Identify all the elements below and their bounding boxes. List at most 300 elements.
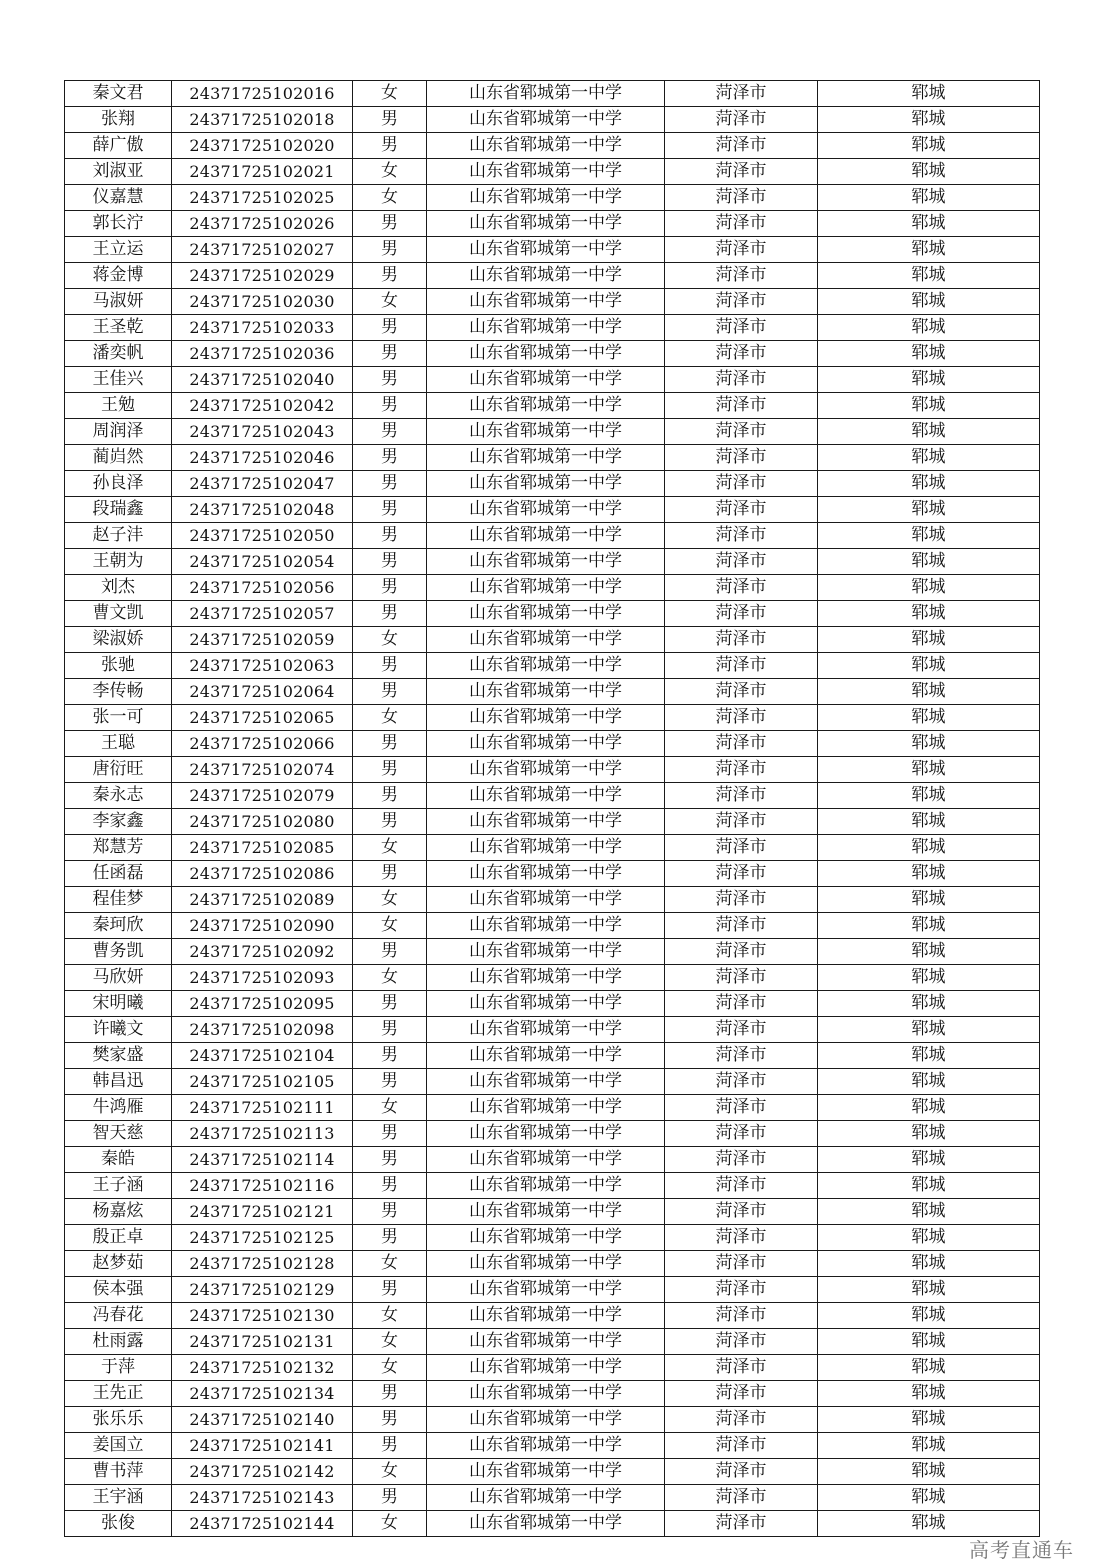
name-cell: 王聪 bbox=[65, 731, 172, 757]
county-cell: 郓城 bbox=[818, 1225, 1040, 1251]
name-cell: 蔺岿然 bbox=[65, 445, 172, 471]
exam-id-cell: 24371725102040 bbox=[172, 367, 353, 393]
school-cell: 山东省郓城第一中学 bbox=[427, 1433, 665, 1459]
exam-id-cell: 24371725102144 bbox=[172, 1511, 353, 1537]
gender-cell: 男 bbox=[353, 653, 427, 679]
exam-id-cell: 24371725102042 bbox=[172, 393, 353, 419]
school-cell: 山东省郓城第一中学 bbox=[427, 1199, 665, 1225]
city-cell: 菏泽市 bbox=[665, 419, 818, 445]
school-cell: 山东省郓城第一中学 bbox=[427, 627, 665, 653]
county-cell: 郓城 bbox=[818, 549, 1040, 575]
exam-id-cell: 24371725102131 bbox=[172, 1329, 353, 1355]
school-cell: 山东省郓城第一中学 bbox=[427, 809, 665, 835]
county-cell: 郓城 bbox=[818, 445, 1040, 471]
county-cell: 郓城 bbox=[818, 523, 1040, 549]
city-cell: 菏泽市 bbox=[665, 1095, 818, 1121]
gender-cell: 男 bbox=[353, 1199, 427, 1225]
gender-cell: 男 bbox=[353, 1147, 427, 1173]
city-cell: 菏泽市 bbox=[665, 1511, 818, 1537]
school-cell: 山东省郓城第一中学 bbox=[427, 1121, 665, 1147]
school-cell: 山东省郓城第一中学 bbox=[427, 757, 665, 783]
name-cell: 刘淑亚 bbox=[65, 159, 172, 185]
name-cell: 许曦文 bbox=[65, 1017, 172, 1043]
gender-cell: 男 bbox=[353, 393, 427, 419]
gender-cell: 男 bbox=[353, 1277, 427, 1303]
gender-cell: 女 bbox=[353, 1329, 427, 1355]
table-row bbox=[65, 861, 1040, 887]
exam-id-cell: 24371725102029 bbox=[172, 263, 353, 289]
county-cell: 郓城 bbox=[818, 1329, 1040, 1355]
exam-id-cell: 24371725102090 bbox=[172, 913, 353, 939]
school-cell: 山东省郓城第一中学 bbox=[427, 445, 665, 471]
gender-cell: 男 bbox=[353, 445, 427, 471]
county-cell: 郓城 bbox=[818, 419, 1040, 445]
city-cell: 菏泽市 bbox=[665, 211, 818, 237]
exam-id-cell: 24371725102130 bbox=[172, 1303, 353, 1329]
city-cell: 菏泽市 bbox=[665, 237, 818, 263]
county-cell: 郓城 bbox=[818, 913, 1040, 939]
name-cell: 姜国立 bbox=[65, 1433, 172, 1459]
name-cell: 于萍 bbox=[65, 1355, 172, 1381]
gender-cell: 男 bbox=[353, 575, 427, 601]
exam-id-cell: 24371725102018 bbox=[172, 107, 353, 133]
county-cell: 郓城 bbox=[818, 185, 1040, 211]
watermark: 高考直通车 bbox=[969, 1538, 1074, 1562]
name-cell: 程佳梦 bbox=[65, 887, 172, 913]
city-cell: 菏泽市 bbox=[665, 185, 818, 211]
table-row bbox=[65, 1121, 1040, 1147]
name-cell: 曹文凯 bbox=[65, 601, 172, 627]
city-cell: 菏泽市 bbox=[665, 107, 818, 133]
exam-id-cell: 24371725102065 bbox=[172, 705, 353, 731]
county-cell: 郓城 bbox=[818, 757, 1040, 783]
table-row bbox=[65, 341, 1040, 367]
name-cell: 张翔 bbox=[65, 107, 172, 133]
table-row bbox=[65, 81, 1040, 107]
gender-cell: 男 bbox=[353, 523, 427, 549]
name-cell: 樊家盛 bbox=[65, 1043, 172, 1069]
name-cell: 侯本强 bbox=[65, 1277, 172, 1303]
gender-cell: 男 bbox=[353, 315, 427, 341]
gender-cell: 男 bbox=[353, 367, 427, 393]
school-cell: 山东省郓城第一中学 bbox=[427, 185, 665, 211]
table-row bbox=[65, 471, 1040, 497]
exam-id-cell: 24371725102141 bbox=[172, 1433, 353, 1459]
exam-id-cell: 24371725102111 bbox=[172, 1095, 353, 1121]
city-cell: 菏泽市 bbox=[665, 1381, 818, 1407]
county-cell: 郓城 bbox=[818, 1277, 1040, 1303]
exam-id-cell: 24371725102059 bbox=[172, 627, 353, 653]
city-cell: 菏泽市 bbox=[665, 1303, 818, 1329]
name-cell: 蒋金博 bbox=[65, 263, 172, 289]
name-cell: 仪嘉慧 bbox=[65, 185, 172, 211]
school-cell: 山东省郓城第一中学 bbox=[427, 1095, 665, 1121]
table-row bbox=[65, 1173, 1040, 1199]
city-cell: 菏泽市 bbox=[665, 757, 818, 783]
school-cell: 山东省郓城第一中学 bbox=[427, 653, 665, 679]
name-cell: 智天慈 bbox=[65, 1121, 172, 1147]
exam-id-cell: 24371725102142 bbox=[172, 1459, 353, 1485]
school-cell: 山东省郓城第一中学 bbox=[427, 705, 665, 731]
table-row bbox=[65, 913, 1040, 939]
school-cell: 山东省郓城第一中学 bbox=[427, 1147, 665, 1173]
county-cell: 郓城 bbox=[818, 783, 1040, 809]
county-cell: 郓城 bbox=[818, 1069, 1040, 1095]
school-cell: 山东省郓城第一中学 bbox=[427, 549, 665, 575]
name-cell: 郑慧芳 bbox=[65, 835, 172, 861]
city-cell: 菏泽市 bbox=[665, 315, 818, 341]
exam-id-cell: 24371725102016 bbox=[172, 81, 353, 107]
table-row bbox=[65, 1381, 1040, 1407]
name-cell: 宋明曦 bbox=[65, 991, 172, 1017]
county-cell: 郓城 bbox=[818, 1355, 1040, 1381]
table-row bbox=[65, 653, 1040, 679]
table-row bbox=[65, 757, 1040, 783]
name-cell: 薛广傲 bbox=[65, 133, 172, 159]
name-cell: 赵子沣 bbox=[65, 523, 172, 549]
name-cell: 马欣妍 bbox=[65, 965, 172, 991]
exam-id-cell: 24371725102050 bbox=[172, 523, 353, 549]
gender-cell: 男 bbox=[353, 1225, 427, 1251]
exam-id-cell: 24371725102092 bbox=[172, 939, 353, 965]
school-cell: 山东省郓城第一中学 bbox=[427, 965, 665, 991]
school-cell: 山东省郓城第一中学 bbox=[427, 1277, 665, 1303]
school-cell: 山东省郓城第一中学 bbox=[427, 1225, 665, 1251]
gender-cell: 男 bbox=[353, 1017, 427, 1043]
county-cell: 郓城 bbox=[818, 1485, 1040, 1511]
table-row bbox=[65, 159, 1040, 185]
name-cell: 周润泽 bbox=[65, 419, 172, 445]
name-cell: 牛鸿雁 bbox=[65, 1095, 172, 1121]
county-cell: 郓城 bbox=[818, 1199, 1040, 1225]
gender-cell: 男 bbox=[353, 861, 427, 887]
exam-id-cell: 24371725102020 bbox=[172, 133, 353, 159]
student-list-table bbox=[64, 80, 1040, 1537]
name-cell: 李家鑫 bbox=[65, 809, 172, 835]
table-row bbox=[65, 133, 1040, 159]
school-cell: 山东省郓城第一中学 bbox=[427, 835, 665, 861]
city-cell: 菏泽市 bbox=[665, 1459, 818, 1485]
school-cell: 山东省郓城第一中学 bbox=[427, 861, 665, 887]
county-cell: 郓城 bbox=[818, 107, 1040, 133]
name-cell: 秦永志 bbox=[65, 783, 172, 809]
exam-id-cell: 24371725102046 bbox=[172, 445, 353, 471]
city-cell: 菏泽市 bbox=[665, 809, 818, 835]
city-cell: 菏泽市 bbox=[665, 1043, 818, 1069]
city-cell: 菏泽市 bbox=[665, 341, 818, 367]
name-cell: 王朝为 bbox=[65, 549, 172, 575]
exam-id-cell: 24371725102129 bbox=[172, 1277, 353, 1303]
name-cell: 王佳兴 bbox=[65, 367, 172, 393]
city-cell: 菏泽市 bbox=[665, 1251, 818, 1277]
exam-id-cell: 24371725102095 bbox=[172, 991, 353, 1017]
city-cell: 菏泽市 bbox=[665, 263, 818, 289]
city-cell: 菏泽市 bbox=[665, 1121, 818, 1147]
school-cell: 山东省郓城第一中学 bbox=[427, 601, 665, 627]
table-row bbox=[65, 1251, 1040, 1277]
table-body bbox=[65, 81, 1040, 1537]
exam-id-cell: 24371725102093 bbox=[172, 965, 353, 991]
table-row bbox=[65, 1147, 1040, 1173]
city-cell: 菏泽市 bbox=[665, 939, 818, 965]
exam-id-cell: 24371725102134 bbox=[172, 1381, 353, 1407]
table-row bbox=[65, 393, 1040, 419]
name-cell: 唐衍旺 bbox=[65, 757, 172, 783]
table-row bbox=[65, 575, 1040, 601]
name-cell: 段瑞鑫 bbox=[65, 497, 172, 523]
gender-cell: 女 bbox=[353, 1511, 427, 1537]
county-cell: 郓城 bbox=[818, 341, 1040, 367]
name-cell: 李传畅 bbox=[65, 679, 172, 705]
gender-cell: 男 bbox=[353, 263, 427, 289]
name-cell: 张俊 bbox=[65, 1511, 172, 1537]
name-cell: 杜雨露 bbox=[65, 1329, 172, 1355]
table-row bbox=[65, 809, 1040, 835]
name-cell: 王圣乾 bbox=[65, 315, 172, 341]
county-cell: 郓城 bbox=[818, 653, 1040, 679]
county-cell: 郓城 bbox=[818, 861, 1040, 887]
county-cell: 郓城 bbox=[818, 289, 1040, 315]
school-cell: 山东省郓城第一中学 bbox=[427, 1017, 665, 1043]
table-row bbox=[65, 601, 1040, 627]
exam-id-cell: 24371725102025 bbox=[172, 185, 353, 211]
school-cell: 山东省郓城第一中学 bbox=[427, 679, 665, 705]
school-cell: 山东省郓城第一中学 bbox=[427, 913, 665, 939]
table-row bbox=[65, 1199, 1040, 1225]
city-cell: 菏泽市 bbox=[665, 549, 818, 575]
table-row bbox=[65, 1095, 1040, 1121]
table-row bbox=[65, 445, 1040, 471]
table-row bbox=[65, 263, 1040, 289]
county-cell: 郓城 bbox=[818, 809, 1040, 835]
school-cell: 山东省郓城第一中学 bbox=[427, 341, 665, 367]
county-cell: 郓城 bbox=[818, 731, 1040, 757]
name-cell: 王立运 bbox=[65, 237, 172, 263]
school-cell: 山东省郓城第一中学 bbox=[427, 1173, 665, 1199]
exam-id-cell: 24371725102104 bbox=[172, 1043, 353, 1069]
county-cell: 郓城 bbox=[818, 1303, 1040, 1329]
table-row bbox=[65, 1511, 1040, 1537]
county-cell: 郓城 bbox=[818, 1121, 1040, 1147]
gender-cell: 男 bbox=[353, 1407, 427, 1433]
table-row bbox=[65, 419, 1040, 445]
table-row bbox=[65, 289, 1040, 315]
city-cell: 菏泽市 bbox=[665, 601, 818, 627]
gender-cell: 女 bbox=[353, 913, 427, 939]
city-cell: 菏泽市 bbox=[665, 1485, 818, 1511]
name-cell: 杨嘉炫 bbox=[65, 1199, 172, 1225]
gender-cell: 男 bbox=[353, 1173, 427, 1199]
school-cell: 山东省郓城第一中学 bbox=[427, 887, 665, 913]
name-cell: 秦珂欣 bbox=[65, 913, 172, 939]
table-row bbox=[65, 237, 1040, 263]
county-cell: 郓城 bbox=[818, 263, 1040, 289]
city-cell: 菏泽市 bbox=[665, 1355, 818, 1381]
school-cell: 山东省郓城第一中学 bbox=[427, 367, 665, 393]
name-cell: 郭长泞 bbox=[65, 211, 172, 237]
county-cell: 郓城 bbox=[818, 237, 1040, 263]
name-cell: 王宇涵 bbox=[65, 1485, 172, 1511]
name-cell: 秦皓 bbox=[65, 1147, 172, 1173]
gender-cell: 男 bbox=[353, 809, 427, 835]
school-cell: 山东省郓城第一中学 bbox=[427, 1381, 665, 1407]
gender-cell: 男 bbox=[353, 1381, 427, 1407]
gender-cell: 男 bbox=[353, 1433, 427, 1459]
name-cell: 任函磊 bbox=[65, 861, 172, 887]
exam-id-cell: 24371725102074 bbox=[172, 757, 353, 783]
school-cell: 山东省郓城第一中学 bbox=[427, 1251, 665, 1277]
exam-id-cell: 24371725102125 bbox=[172, 1225, 353, 1251]
exam-id-cell: 24371725102048 bbox=[172, 497, 353, 523]
city-cell: 菏泽市 bbox=[665, 133, 818, 159]
school-cell: 山东省郓城第一中学 bbox=[427, 289, 665, 315]
city-cell: 菏泽市 bbox=[665, 1225, 818, 1251]
gender-cell: 女 bbox=[353, 887, 427, 913]
city-cell: 菏泽市 bbox=[665, 705, 818, 731]
county-cell: 郓城 bbox=[818, 1381, 1040, 1407]
county-cell: 郓城 bbox=[818, 601, 1040, 627]
name-cell: 张驰 bbox=[65, 653, 172, 679]
county-cell: 郓城 bbox=[818, 315, 1040, 341]
school-cell: 山东省郓城第一中学 bbox=[427, 1511, 665, 1537]
county-cell: 郓城 bbox=[818, 627, 1040, 653]
city-cell: 菏泽市 bbox=[665, 627, 818, 653]
table-row bbox=[65, 1043, 1040, 1069]
county-cell: 郓城 bbox=[818, 159, 1040, 185]
county-cell: 郓城 bbox=[818, 705, 1040, 731]
gender-cell: 男 bbox=[353, 757, 427, 783]
school-cell: 山东省郓城第一中学 bbox=[427, 1303, 665, 1329]
table-row bbox=[65, 965, 1040, 991]
city-cell: 菏泽市 bbox=[665, 1199, 818, 1225]
table-row bbox=[65, 1433, 1040, 1459]
gender-cell: 男 bbox=[353, 497, 427, 523]
name-cell: 刘杰 bbox=[65, 575, 172, 601]
county-cell: 郓城 bbox=[818, 1095, 1040, 1121]
school-cell: 山东省郓城第一中学 bbox=[427, 575, 665, 601]
name-cell: 张一可 bbox=[65, 705, 172, 731]
gender-cell: 男 bbox=[353, 211, 427, 237]
school-cell: 山东省郓城第一中学 bbox=[427, 783, 665, 809]
exam-id-cell: 24371725102026 bbox=[172, 211, 353, 237]
table-row bbox=[65, 1355, 1040, 1381]
exam-id-cell: 24371725102021 bbox=[172, 159, 353, 185]
name-cell: 王先正 bbox=[65, 1381, 172, 1407]
gender-cell: 男 bbox=[353, 783, 427, 809]
table-row bbox=[65, 731, 1040, 757]
city-cell: 菏泽市 bbox=[665, 497, 818, 523]
table-row bbox=[65, 1329, 1040, 1355]
school-cell: 山东省郓城第一中学 bbox=[427, 1459, 665, 1485]
name-cell: 王勉 bbox=[65, 393, 172, 419]
school-cell: 山东省郓城第一中学 bbox=[427, 1485, 665, 1511]
school-cell: 山东省郓城第一中学 bbox=[427, 419, 665, 445]
table-row bbox=[65, 549, 1040, 575]
city-cell: 菏泽市 bbox=[665, 471, 818, 497]
name-cell: 韩昌迅 bbox=[65, 1069, 172, 1095]
exam-id-cell: 24371725102113 bbox=[172, 1121, 353, 1147]
county-cell: 郓城 bbox=[818, 211, 1040, 237]
county-cell: 郓城 bbox=[818, 1173, 1040, 1199]
table-row bbox=[65, 523, 1040, 549]
city-cell: 菏泽市 bbox=[665, 1277, 818, 1303]
school-cell: 山东省郓城第一中学 bbox=[427, 133, 665, 159]
table-row bbox=[65, 1459, 1040, 1485]
county-cell: 郓城 bbox=[818, 835, 1040, 861]
gender-cell: 男 bbox=[353, 549, 427, 575]
school-cell: 山东省郓城第一中学 bbox=[427, 159, 665, 185]
school-cell: 山东省郓城第一中学 bbox=[427, 263, 665, 289]
county-cell: 郓城 bbox=[818, 367, 1040, 393]
county-cell: 郓城 bbox=[818, 1147, 1040, 1173]
exam-id-cell: 24371725102027 bbox=[172, 237, 353, 263]
city-cell: 菏泽市 bbox=[665, 731, 818, 757]
gender-cell: 女 bbox=[353, 1251, 427, 1277]
exam-id-cell: 24371725102105 bbox=[172, 1069, 353, 1095]
county-cell: 郓城 bbox=[818, 471, 1040, 497]
school-cell: 山东省郓城第一中学 bbox=[427, 991, 665, 1017]
exam-id-cell: 24371725102121 bbox=[172, 1199, 353, 1225]
county-cell: 郓城 bbox=[818, 887, 1040, 913]
county-cell: 郓城 bbox=[818, 1407, 1040, 1433]
table-row bbox=[65, 1407, 1040, 1433]
city-cell: 菏泽市 bbox=[665, 1329, 818, 1355]
gender-cell: 女 bbox=[353, 159, 427, 185]
gender-cell: 男 bbox=[353, 419, 427, 445]
city-cell: 菏泽市 bbox=[665, 393, 818, 419]
gender-cell: 男 bbox=[353, 601, 427, 627]
school-cell: 山东省郓城第一中学 bbox=[427, 523, 665, 549]
exam-id-cell: 24371725102143 bbox=[172, 1485, 353, 1511]
gender-cell: 女 bbox=[353, 705, 427, 731]
school-cell: 山东省郓城第一中学 bbox=[427, 1043, 665, 1069]
name-cell: 殷正卓 bbox=[65, 1225, 172, 1251]
exam-id-cell: 24371725102036 bbox=[172, 341, 353, 367]
name-cell: 冯春花 bbox=[65, 1303, 172, 1329]
gender-cell: 女 bbox=[353, 965, 427, 991]
gender-cell: 男 bbox=[353, 991, 427, 1017]
exam-id-cell: 24371725102063 bbox=[172, 653, 353, 679]
school-cell: 山东省郓城第一中学 bbox=[427, 211, 665, 237]
city-cell: 菏泽市 bbox=[665, 991, 818, 1017]
exam-id-cell: 24371725102054 bbox=[172, 549, 353, 575]
exam-id-cell: 24371725102066 bbox=[172, 731, 353, 757]
county-cell: 郓城 bbox=[818, 1459, 1040, 1485]
school-cell: 山东省郓城第一中学 bbox=[427, 1329, 665, 1355]
gender-cell: 男 bbox=[353, 237, 427, 263]
county-cell: 郓城 bbox=[818, 575, 1040, 601]
exam-id-cell: 24371725102033 bbox=[172, 315, 353, 341]
county-cell: 郓城 bbox=[818, 81, 1040, 107]
table-row bbox=[65, 1303, 1040, 1329]
table-row bbox=[65, 679, 1040, 705]
exam-id-cell: 24371725102098 bbox=[172, 1017, 353, 1043]
gender-cell: 男 bbox=[353, 939, 427, 965]
exam-id-cell: 24371725102079 bbox=[172, 783, 353, 809]
table-row bbox=[65, 1069, 1040, 1095]
gender-cell: 男 bbox=[353, 1069, 427, 1095]
gender-cell: 女 bbox=[353, 627, 427, 653]
exam-id-cell: 24371725102086 bbox=[172, 861, 353, 887]
school-cell: 山东省郓城第一中学 bbox=[427, 1407, 665, 1433]
exam-id-cell: 24371725102085 bbox=[172, 835, 353, 861]
city-cell: 菏泽市 bbox=[665, 289, 818, 315]
city-cell: 菏泽市 bbox=[665, 965, 818, 991]
city-cell: 菏泽市 bbox=[665, 1017, 818, 1043]
table-row bbox=[65, 627, 1040, 653]
table-row bbox=[65, 939, 1040, 965]
name-cell: 秦文君 bbox=[65, 81, 172, 107]
